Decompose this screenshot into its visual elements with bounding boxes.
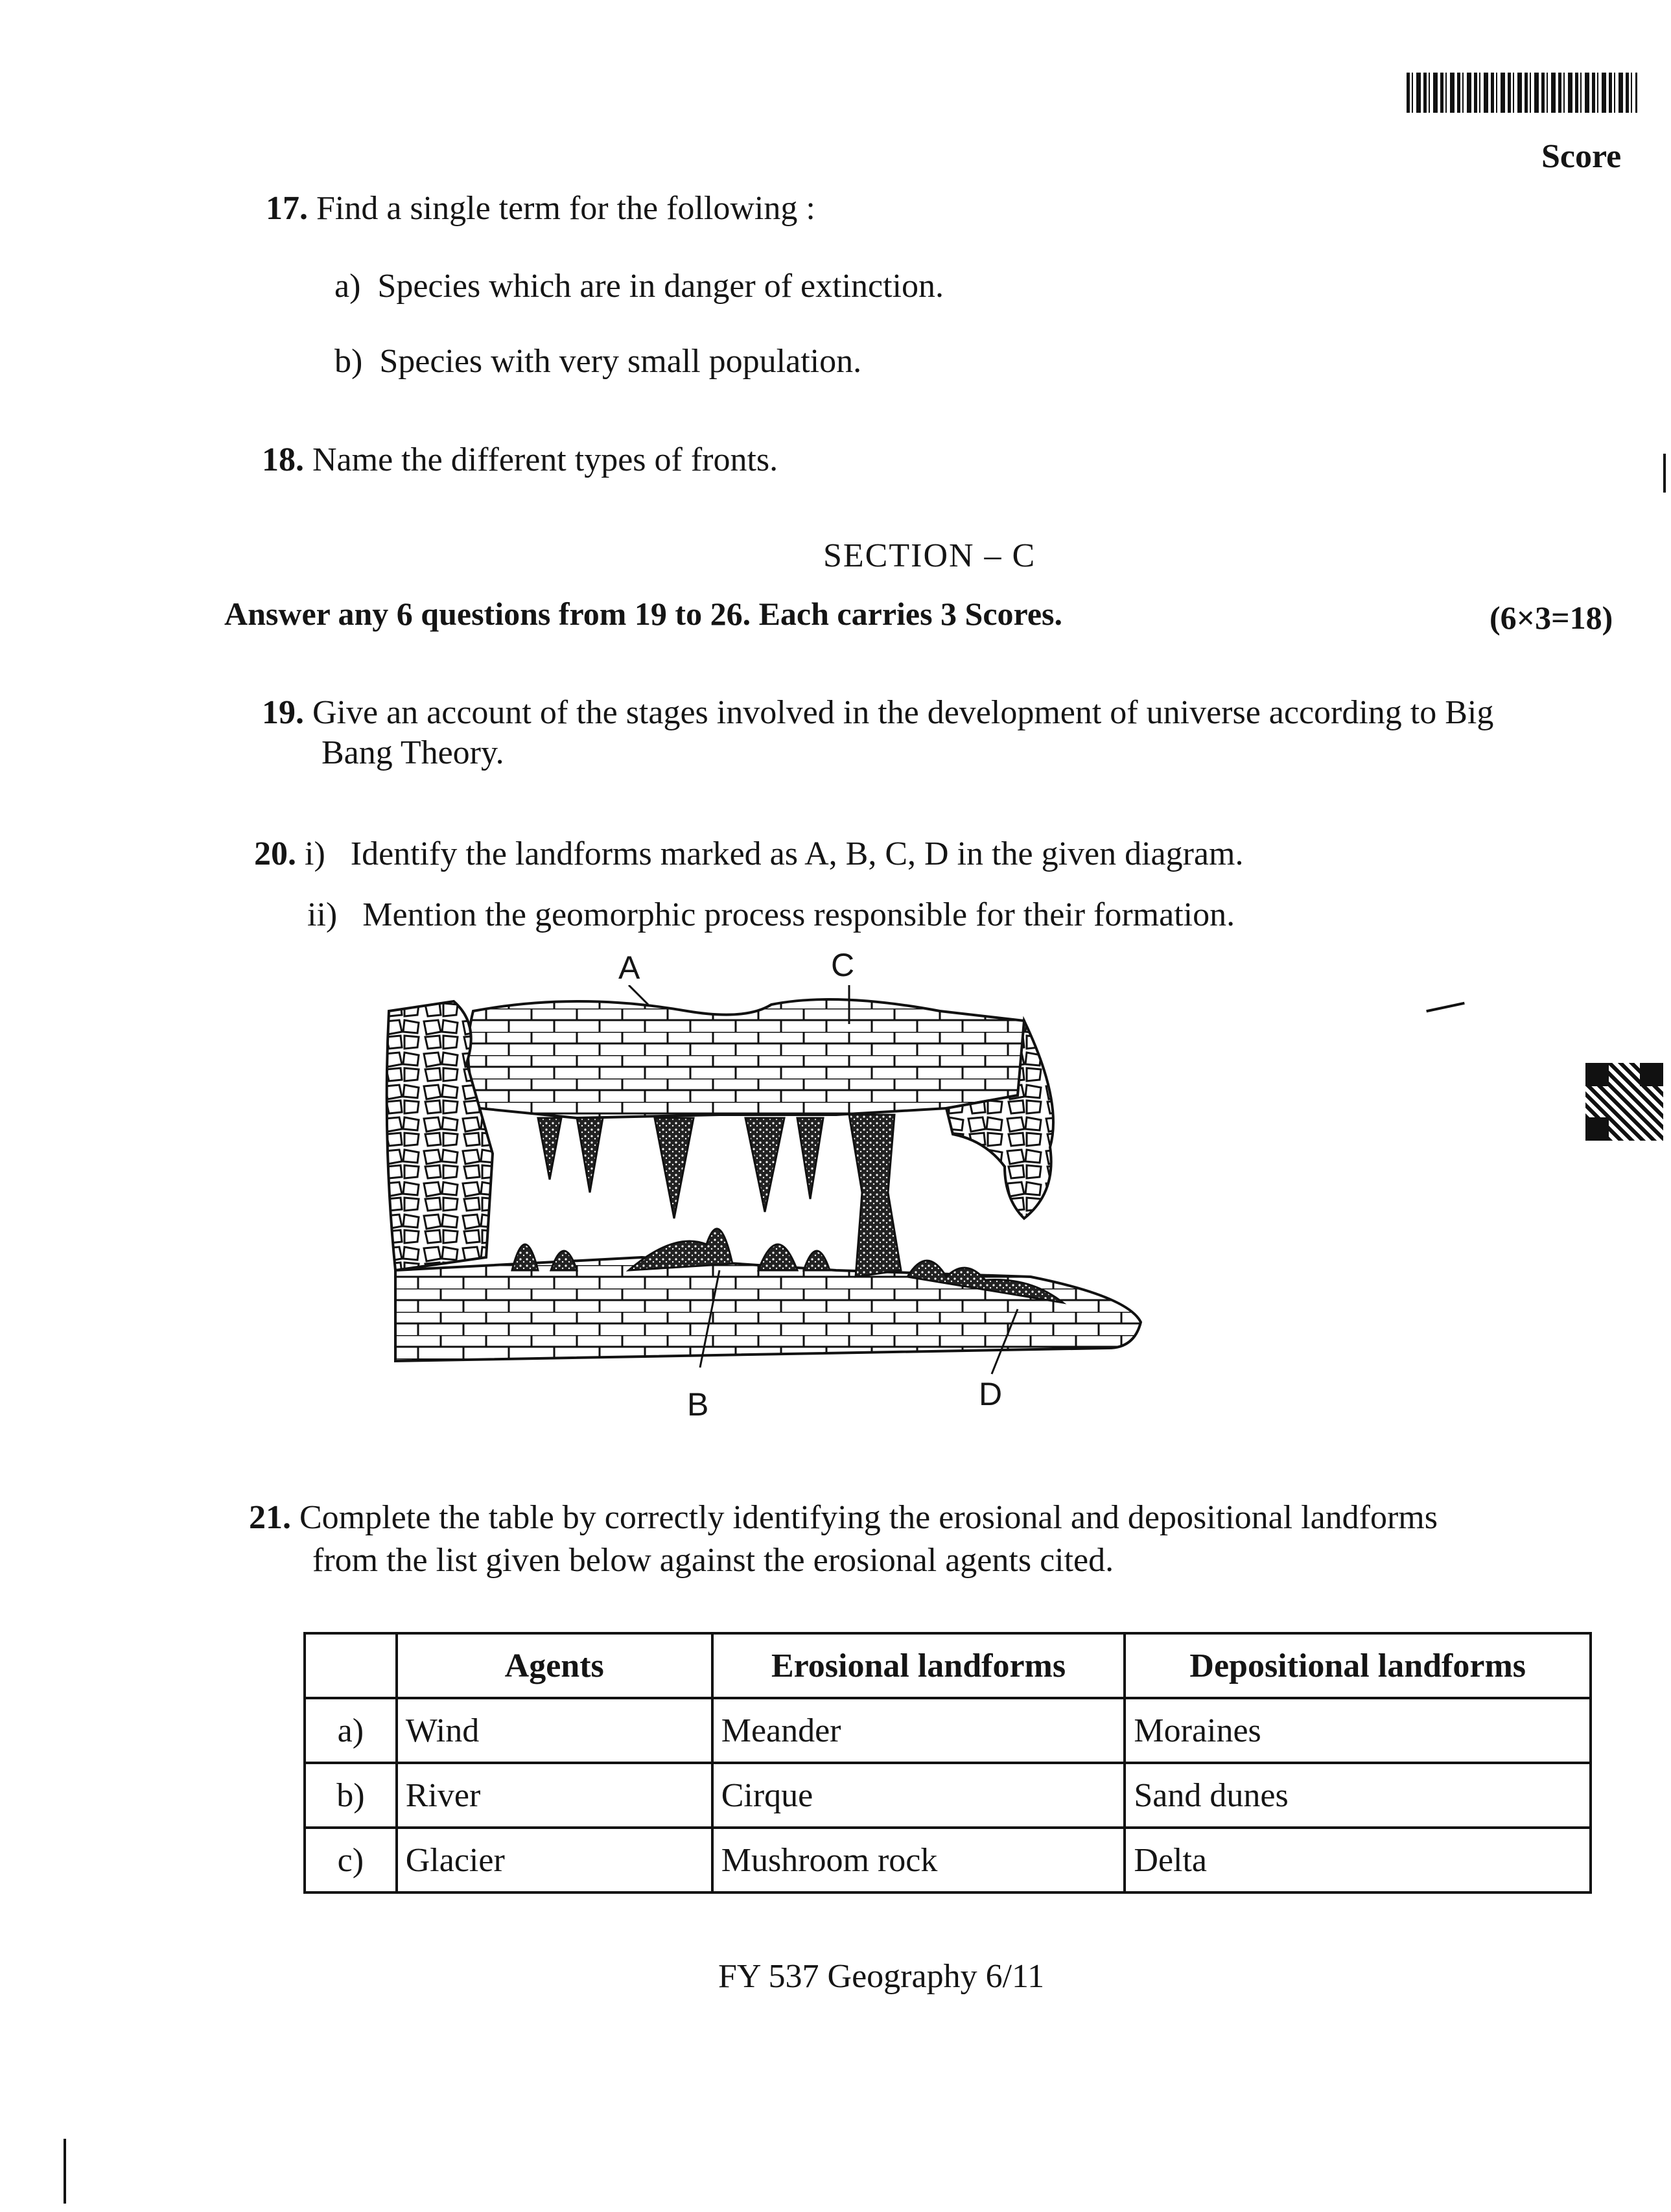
part-label: a) [334,268,361,305]
barcode [1407,73,1637,113]
table-cell: River [397,1763,712,1828]
pillar [849,1115,901,1277]
stalagmite [629,1229,732,1270]
table-header [305,1633,397,1698]
cave-diagram [382,985,1147,1387]
table-header: Erosional landforms [712,1633,1125,1698]
table-cell: Moraines [1125,1698,1591,1763]
stalagmite [804,1251,830,1270]
table-cell: c) [305,1828,397,1892]
question-text-line1: Complete the table by correctly identifying the erosional and depositional landforms [299,1499,1438,1536]
question-20ii [307,894,1235,936]
qr-code [1585,1063,1663,1141]
section-title: SECTION – C [823,537,1036,574]
question-text-line1: Give an account of the stages involved in the development of universe according to Big [312,694,1494,731]
table-header: Agents [397,1633,712,1698]
question-19-line2: Bang Theory. [321,734,504,771]
stray-mark [1426,1002,1465,1012]
question-number: 21. [249,1499,291,1536]
stalactite [745,1118,784,1212]
page-footer: FY 537 Geography 6/11 [718,1958,1045,1995]
table-header: Depositional landforms [1125,1633,1591,1698]
question-number: 20. [254,835,296,872]
diagram-label-a: A [618,949,640,986]
score-label: Score [1541,138,1622,175]
table-header-row [305,1633,1591,1698]
stalagmite [551,1251,577,1270]
diagram-label-b: B [687,1386,709,1423]
question-18 [262,439,778,481]
question-number: 18. [262,441,304,478]
table-cell: Delta [1125,1828,1591,1892]
part-label: i) [305,835,325,872]
part-label: ii) [307,896,338,933]
part-label: b) [334,343,363,380]
table-cell: Sand dunes [1125,1763,1591,1828]
cave-roof [468,999,1029,1118]
question-number: 17. [266,190,308,227]
stalagmite [512,1244,538,1270]
section-instruction: Answer any 6 questions from 19 to 26. Each carries 3 Scores. [224,596,1062,632]
table-row [305,1763,1591,1828]
table-cell: Meander [712,1698,1125,1763]
margin-mark [64,2139,66,2204]
stalagmite [758,1244,797,1270]
table-cell: Mushroom rock [712,1828,1125,1892]
stalactite [797,1118,823,1199]
table-cell: Cirque [712,1763,1125,1828]
diagram-label-d: D [979,1376,1003,1412]
cave-floor [395,1257,1141,1361]
diagram-label-c: C [831,947,855,983]
question-21-line2: from the list given below against the erosional agents cited. [312,1542,1114,1579]
part-text: Mention the geomorphic process responsible for their formation. [362,896,1235,933]
table-cell: Glacier [397,1828,712,1892]
landforms-table [303,1632,1592,1894]
part-text: Identify the landforms marked as A, B, C, D in the given diagram. [350,835,1244,872]
question-20i [254,833,1243,875]
part-text: Species which are in danger of extinction. [377,268,944,305]
question-17a [334,266,944,307]
table-row [305,1698,1591,1763]
question-text: Name the different types of fronts. [312,441,778,478]
question-17b [334,341,861,382]
section-marks: (6×3=18) [1490,600,1613,636]
table-cell: Wind [397,1698,712,1763]
question-text: Find a single term for the following : [316,190,815,227]
question-17 [266,188,815,229]
margin-mark [1663,454,1666,493]
stalactite [577,1118,603,1193]
table-row [305,1828,1591,1892]
question-19 [262,692,1493,734]
question-number: 19. [262,694,304,731]
stalactite [538,1118,561,1180]
table-cell: b) [305,1763,397,1828]
part-text: Species with very small population. [379,343,862,380]
table-cell: a) [305,1698,397,1763]
question-21 [249,1497,1438,1539]
stalactite [655,1118,694,1218]
